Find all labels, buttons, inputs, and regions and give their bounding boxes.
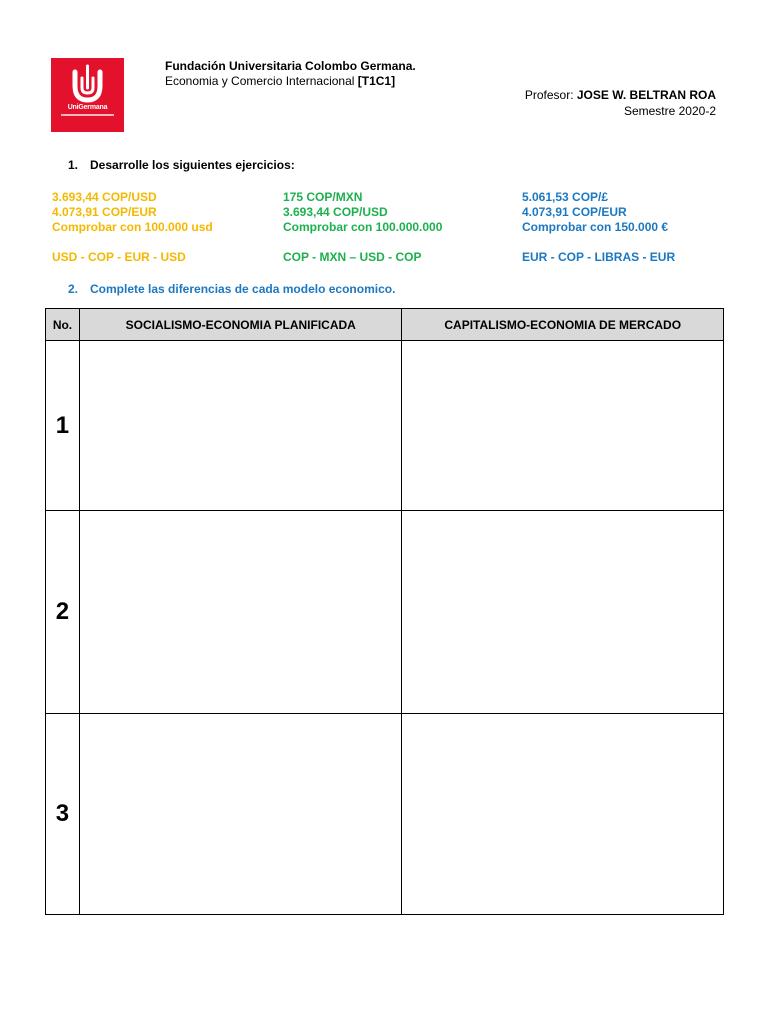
table-row [46, 714, 724, 915]
header-capitalismo: CAPITALISMO-ECONOMIA DE MERCADO [402, 309, 724, 341]
exercise-2-rate-1: 175 COP/MXN [283, 190, 363, 204]
course-code: [T1C1] [357, 74, 396, 88]
exercise-3-rate-1: 5.061,53 COP/£ [522, 190, 609, 204]
professor-line [525, 88, 716, 102]
unigermana-logo [51, 58, 124, 132]
socialismo-answer-cell[interactable] [79, 714, 402, 915]
row-number: 1 [46, 341, 80, 511]
header-no: No. [46, 309, 80, 341]
table-row [46, 511, 724, 714]
exercise-3 [522, 190, 675, 265]
semester: Semestre 2020-2 [623, 104, 716, 118]
question-1-text: Desarrolle los siguientes ejercicios: [90, 158, 295, 172]
exercise-1-check: Comprobar con 100.000 usd [52, 220, 213, 234]
exercise-1-rate-2: 4.073,91 COP/EUR [52, 205, 157, 219]
course-line [165, 74, 395, 88]
exercise-2-rate-2: 3.693,44 COP/USD [283, 205, 388, 219]
professor-label: Profesor: [524, 88, 574, 102]
question-2-number: 2. [68, 282, 79, 296]
professor-name: JOSE W. BELTRAN ROA [576, 88, 716, 102]
comparison-table [45, 308, 724, 915]
question-2-text: Complete las diferencias de cada modelo economico. [90, 282, 396, 296]
question-1 [68, 158, 295, 172]
row-number: 3 [46, 714, 80, 915]
socialismo-answer-cell[interactable] [79, 511, 402, 714]
institution-name: Fundación Universitaria Colombo Germana. [165, 59, 416, 73]
logo-mark-icon [51, 58, 124, 132]
question-2 [68, 282, 395, 296]
header-socialismo: SOCIALISMO-ECONOMIA PLANIFICADA [79, 309, 402, 341]
logo-tagline-rule [61, 114, 114, 116]
table-header-row [46, 309, 724, 341]
exercise-1-rate-1: 3.693,44 COP/USD [52, 190, 157, 204]
exercise-2-route: COP - MXN – USD - COP [283, 250, 422, 264]
exercise-1 [52, 190, 213, 265]
capitalismo-answer-cell[interactable] [402, 341, 724, 511]
exercise-3-check: Comprobar con 150.000 € [522, 220, 669, 234]
row-number: 2 [46, 511, 80, 714]
table-row [46, 341, 724, 511]
exercise-1-route: USD - COP - EUR - USD [52, 250, 186, 264]
logo-wordmark: UniGermana [67, 104, 108, 111]
question-1-number: 1. [68, 158, 79, 172]
course-name: Economia y Comercio Internacional [165, 74, 355, 88]
exercise-2 [283, 190, 442, 265]
exercise-2-check: Comprobar con 100.000.000 [283, 220, 443, 234]
capitalismo-answer-cell[interactable] [402, 714, 724, 915]
capitalismo-answer-cell[interactable] [402, 511, 724, 714]
socialismo-answer-cell[interactable] [79, 341, 402, 511]
exercise-3-route: EUR - COP - LIBRAS - EUR [522, 250, 676, 264]
exercise-3-rate-2: 4.073,91 COP/EUR [522, 205, 627, 219]
